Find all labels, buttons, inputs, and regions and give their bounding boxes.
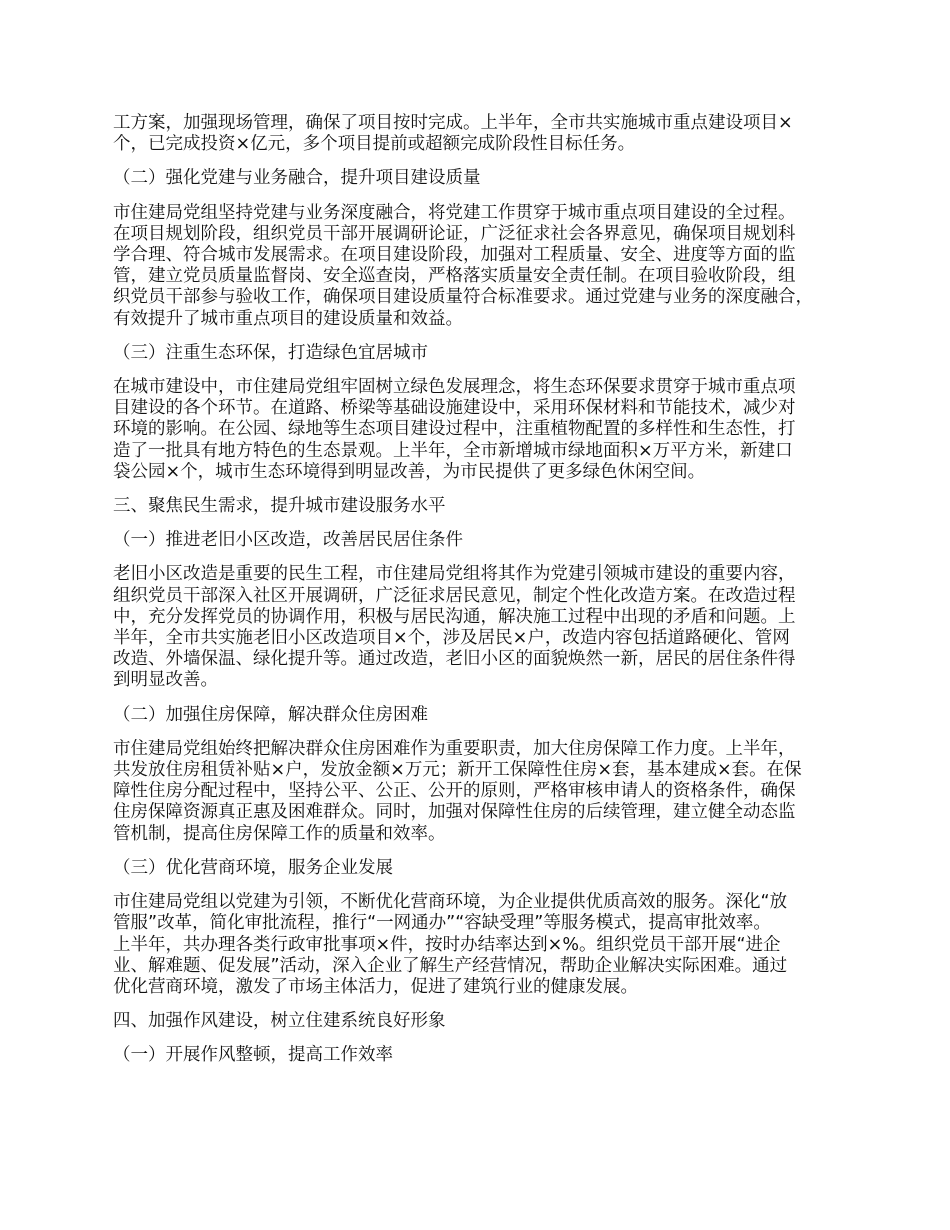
section-heading: [113, 858, 858, 879]
text-line: 袋公园×个，城市生态环境得到明显改善，为市民提供了更多绿色休闲空间。: [113, 461, 706, 482]
text-line: 织党员干部参与验收工作，确保项目建设质量符合标准要求。通过党建与业务的深度融合，: [113, 287, 813, 308]
text-line: 中，充分发挥党员的协调作用，积极与居民沟通，解决施工过程中出现的矛盾和问题。上: [113, 606, 796, 627]
text-line: 在城市建设中，市住建局党组牢固树立绿色发展理念，将生态环保要求贯穿于城市重点项: [113, 377, 796, 398]
text-line: 管机制，提高住房保障工作的质量和效率。: [113, 823, 446, 844]
text-line: 个，已完成投资×亿元，多个项目提前或超额完成阶段性目标任务。: [113, 134, 636, 155]
section-heading: [113, 496, 858, 517]
text-line: 三、聚焦民生需求，提升城市建设服务水平: [113, 496, 446, 517]
body-paragraph: [113, 739, 858, 845]
text-line: （二）加强住房保障，解决群众住房困难: [113, 704, 428, 725]
text-line: 老旧小区改造是重要的民生工程，市住建局党组将其作为党建引领城市建设的重要内容，: [113, 564, 796, 585]
section-heading: [113, 1011, 858, 1032]
text-line: 管，建立党员质量监督岗、安全巡查岗，严格落实质量安全责任制。在项目验收阶段，组: [113, 266, 796, 287]
text-line: 环境的影响。在公园、绿地等生态项目建设过程中，注重植物配置的多样性和生态性，打: [113, 419, 796, 440]
text-line: （三）优化营商环境，服务企业发展: [113, 857, 393, 878]
body-paragraph: [113, 892, 858, 998]
text-line: （三）注重生态环保，打造绿色宜居城市: [113, 342, 428, 363]
text-line: 目建设的各个环节。在道路、桥梁等基础设施建设中，采用环保材料和节能技术，减少对: [113, 398, 796, 419]
text-line: 半年，全市共实施老旧小区改造项目×个，涉及居民×户，改造内容包括道路硬化、管网: [113, 628, 790, 649]
section-heading: [113, 168, 858, 189]
text-line: 业、解难题、促发展”活动，深入企业了解生产经营情况，帮助企业解决实际困难。通过: [113, 955, 788, 976]
text-line: 市住建局党组始终把解决群众住房困难作为重要职责，加大住房保障工作力度。上半年，: [113, 738, 796, 759]
body-paragraph: [113, 377, 858, 483]
text-line: 造了一批具有地方特色的生态景观。上半年，全市新增城市绿地面积×万平方米，新建口: [113, 440, 793, 461]
text-line: 组织党员干部深入社区开展调研，广泛征求居民意见，制定个性化改造方案。在改造过程: [113, 585, 796, 606]
text-line: 在项目规划阶段，组织党员干部开展调研论证，广泛征求社会各界意见，确保项目规划科: [113, 223, 796, 244]
text-line: 有效提升了城市重点项目的建设质量和效益。: [113, 308, 463, 329]
text-line: 改造、外墙保温、绿化提升等。通过改造，老旧小区的面貌焕然一新，居民的居住条件得: [113, 649, 796, 670]
document-page: [113, 113, 858, 1080]
text-line: 到明显改善。: [113, 670, 218, 691]
section-heading: [113, 343, 858, 364]
body-paragraph: [113, 203, 858, 330]
section-heading: [113, 705, 858, 726]
text-line: （一）推进老旧小区改造，改善居民居住条件: [113, 530, 463, 551]
text-line: 优化营商环境，激发了市场主体活力，促进了建筑行业的健康发展。: [113, 976, 638, 997]
text-line: 工方案，加强现场管理，确保了项目按时完成。上半年，全市共实施城市重点建设项目×: [113, 113, 793, 133]
text-line: （二）强化党建与业务融合，提升项目建设质量: [113, 168, 481, 189]
text-line: 障性住房分配过程中，坚持公平、公正、公开的原则，严格审核申请人的资格条件，确保: [113, 781, 796, 802]
section-heading: [113, 530, 858, 551]
text-line: 上半年，共办理各类行政审批事项×件，按时办结率达到×%。组织党员干部开展“进企: [113, 934, 781, 955]
text-line: （一）开展作风整顿，提高工作效率: [113, 1045, 393, 1066]
text-line: 共发放住房租赁补贴×户，发放金额×万元；新开工保障性住房×套，基本建成×套。在保: [113, 760, 802, 781]
body-paragraph: [113, 113, 858, 155]
text-line: 管服”改革，简化审批流程，推行“一网通办”“容缺受理”等服务模式，提高审批效率。: [113, 913, 771, 934]
text-line: 住房保障资源真正惠及困难群众。同时，加强对保障性住房的后续管理，建立健全动态监: [113, 802, 796, 823]
text-line: 市住建局党组坚持党建与业务深度融合，将党建工作贯穿于城市重点项目建设的全过程。: [113, 202, 796, 223]
text-line: 四、加强作风建设，树立住建系统良好形象: [113, 1011, 446, 1032]
section-heading: [113, 1045, 858, 1066]
body-paragraph: [113, 564, 858, 691]
text-line: 学合理、符合城市发展需求。在项目建设阶段，加强对工程质量、安全、进度等方面的监: [113, 245, 796, 266]
text-line: 市住建局党组以党建为引领，不断优化营商环境，为企业提供优质高效的服务。深化“放: [113, 892, 788, 913]
